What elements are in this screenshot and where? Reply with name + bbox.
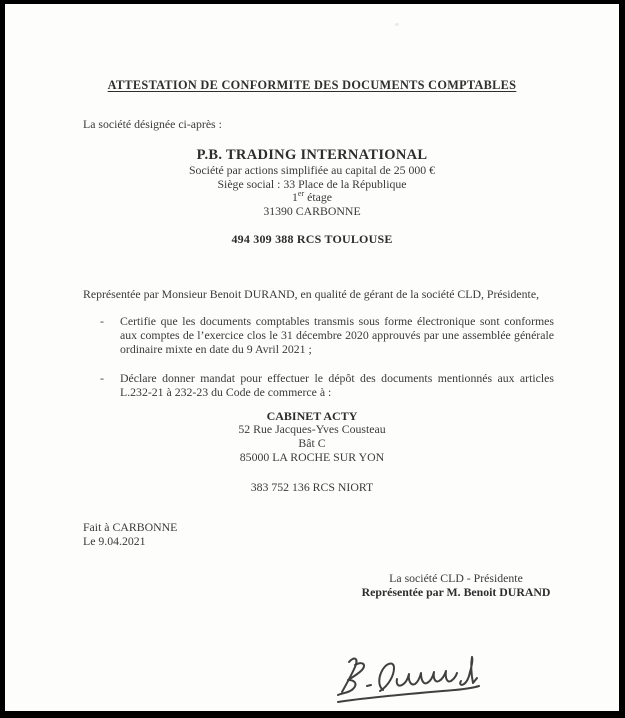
mandatary-address-line1: 52 Rue Jacques-Yves Cousteau xyxy=(238,422,386,436)
bullet-item-certifie xyxy=(100,314,554,357)
signatory-block xyxy=(345,571,567,599)
bullet-dash: - xyxy=(100,370,104,385)
company-block xyxy=(5,146,619,218)
bullet-list xyxy=(100,314,554,413)
scan-artifact xyxy=(395,23,399,26)
floor-number: 1 xyxy=(292,190,298,204)
date-line: Le 9.04.2021 xyxy=(83,534,146,548)
bullet-text-certifie: Certifie que les documents comptables transmis sous forme électronique sont conformes aux comptes de l’exercice clos le 31 décembre 2020 approuvés par une assemblée générale ordinaire mixte en date du 9 Avril 2021 ; xyxy=(120,314,554,357)
place-line: Fait à CARBONNE xyxy=(83,520,178,534)
handwritten-signature-icon xyxy=(325,652,490,714)
representative-line: Représentée par Monsieur Benoit DURAND, en qualité de gérant de la société CLD, Présidente, xyxy=(83,287,540,301)
bullet-dash: - xyxy=(100,314,104,328)
mandatary-name: CABINET ACTY xyxy=(266,409,358,423)
bullet-text-declare: Déclare donner mandat pour effectuer le dépôt des documents mentionnés aux articles L.232-21 à 232-23 du Code de commerce à : xyxy=(120,370,554,399)
intro-line: La société désignée ci-après : xyxy=(83,117,222,131)
mandatary-block xyxy=(5,409,619,464)
company-city-line: 31390 CARBONNE xyxy=(263,203,361,218)
mandatary-rcs-number: 383 752 136 RCS NIORT xyxy=(250,480,374,494)
company-address-line1: Siège social : 33 Place de la République xyxy=(217,176,407,191)
floor-ordinal-suffix: er xyxy=(297,189,305,199)
document-title: ATTESTATION DE CONFORMITE DES DOCUMENTS COMPTABLES xyxy=(107,78,517,92)
signatory-title-line: La société CLD - Présidente xyxy=(389,571,523,585)
floor-label: étage xyxy=(304,190,332,204)
company-name: P.B. TRADING INTERNATIONAL xyxy=(196,147,428,163)
company-legal-form: Société par actions simplifiée au capital de 25 000 € xyxy=(188,163,436,177)
mandatary-address-line3: 85000 LA ROCHE SUR YON xyxy=(239,449,385,464)
signatory-name-line: Représentée par M. Benoit DURAND xyxy=(361,585,551,599)
company-rcs-number: 494 309 388 RCS TOULOUSE xyxy=(231,232,393,246)
mandatary-address-line2: Bât C xyxy=(298,435,326,450)
bullet-item-declare xyxy=(100,371,554,399)
company-floor-line xyxy=(5,191,619,205)
